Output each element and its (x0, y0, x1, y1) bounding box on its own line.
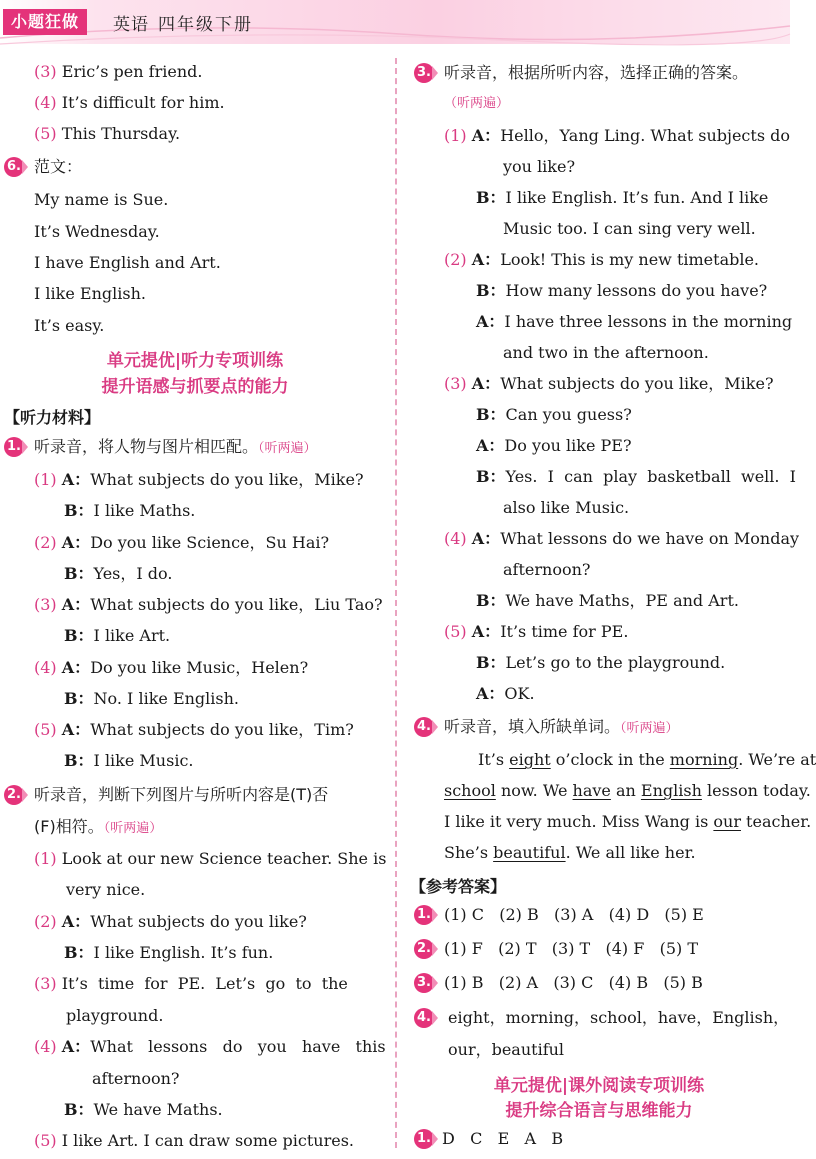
l3-item-2-a: (2) A：Look! This is my new timetable. (444, 250, 760, 269)
l1-item-5-b: B：I like Music. (64, 751, 194, 770)
column-divider (395, 58, 397, 1148)
page-header (0, 0, 790, 44)
q5-item-5: (5) This Thursday. (34, 124, 181, 143)
listening-3-title: 听录音，根据所听内容，选择正确的答案。 (444, 63, 749, 82)
l2-item-3-cont: playground. (66, 1006, 164, 1025)
listening-2-title-cont: (F)相符。（听两遍） (34, 817, 163, 836)
l2-item-4-a-cont: afternoon? (92, 1069, 180, 1088)
number-badge: 4. (414, 716, 436, 738)
l1-item-4-a: (4) A：Do you like Music，Helen? (34, 658, 309, 677)
l1-item-5-a: (5) A：What subjects do you like，Tim? (34, 720, 354, 739)
l1-item-4-b: B：No. I like English. (64, 689, 240, 708)
number-badge: 4. (414, 1007, 436, 1029)
number-badge: 3. (414, 972, 436, 994)
answer-4: eight，morning，school，have，English， (448, 1008, 790, 1027)
section-subheading-listening: 提升语感与抓要点的能力 (101, 377, 289, 397)
series-tag: 小题狂做 (3, 9, 87, 35)
l3-item-1-b-cont: Music too. I can sing very well. (503, 219, 756, 238)
answer-4-cont: our，beautiful (448, 1040, 565, 1059)
q6-line: It’s Wednesday. (34, 222, 160, 241)
l2-item-2-a: (2) A：What subjects do you like? (34, 912, 307, 931)
l3-item-1-a-cont: you like? (503, 157, 576, 176)
l1-item-3-b: B：I like Art. (64, 626, 171, 645)
l3-item-3-b: B：Can you guess? (476, 405, 632, 424)
l2-item-1: (1) Look at our new Science teacher. She is (34, 849, 387, 868)
number-badge: 2. (4, 784, 26, 806)
grade-label: 四年级下册 (158, 15, 253, 35)
listening-2-title: 听录音，判断下列图片与所听内容是(T)否 (34, 785, 329, 804)
l4-passage-line-4: She’s beautiful. We all like her. (444, 843, 696, 862)
number-badge: 1. (414, 904, 436, 926)
l3-item-5-a2: A：OK. (476, 684, 535, 703)
q6-line: I have English and Art. (34, 253, 221, 272)
l3-item-2-a2-cont: and two in the afternoon. (503, 343, 709, 362)
q6-line: I like English. (34, 284, 146, 303)
l4-passage-line-1: It’s eight o’clock in the morning. We’re at (478, 750, 816, 769)
l2-item-4-b: B：We have Maths. (64, 1100, 223, 1119)
materials-label: 【听力材料】 (4, 408, 101, 427)
l3-item-2-a2: A：I have three lessons in the morning (476, 312, 793, 331)
l2-item-3: (3) It’s time for PE. Let’s go to the (34, 974, 348, 993)
listening-4-title: 听录音，填入所缺单词。（听两遍） (444, 717, 679, 736)
reading-answer-1: D C E A B (442, 1129, 564, 1148)
answer-1: (1) C (2) B (3) A (4) D (5) E (444, 905, 704, 924)
number-badge: 3. (414, 62, 436, 84)
number-badge: 2. (414, 938, 436, 960)
l2-item-4-a: (4) A：What lessons do you have this (34, 1037, 386, 1056)
l3-item-3-b2: B：Yes. I can play basketball well. I (476, 467, 796, 486)
number-badge: 1. (414, 1128, 436, 1150)
l1-item-1-a: (1) A：What subjects do you like，Mike? (34, 470, 364, 489)
l3-item-4-a-cont: afternoon? (503, 560, 591, 579)
l3-item-5-a: (5) A：It’s time for PE. (444, 622, 629, 641)
l2-item-5: (5) I like Art. I can draw some pictures. (34, 1131, 355, 1150)
answer-3: (1) B (2) A (3) C (4) B (5) B (444, 973, 703, 992)
l3-item-2-b: B：How many lessons do you have? (476, 281, 768, 300)
l1-item-2-a: (2) A：Do you like Science，Su Hai? (34, 533, 330, 552)
listening-3-note: （听两遍） (444, 96, 510, 111)
answers-label: 【参考答案】 (410, 877, 507, 896)
q5-item-3: (3) Eric’s pen friend. (34, 62, 203, 81)
l1-item-3-a: (3) A：What subjects do you like，Liu Tao? (34, 595, 383, 614)
l3-item-4-a: (4) A：What lessons do we have on Monday (444, 529, 800, 548)
number-badge: 6. (4, 156, 26, 178)
l3-item-3-a2: A：Do you like PE? (476, 436, 632, 455)
section-heading-reading: 单元提优|课外阅读专项训练 (493, 1076, 705, 1096)
l1-item-1-b: B：I like Maths. (64, 501, 196, 520)
l3-item-4-b: B：We have Maths，PE and Art. (476, 591, 739, 610)
l3-item-3-b2-cont: also like Music. (503, 498, 630, 517)
section-subheading-reading: 提升综合语言与思维能力 (505, 1101, 693, 1121)
q6-title: 范文： (34, 157, 83, 176)
l3-item-5-b: B：Let’s go to the playground. (476, 653, 726, 672)
l2-item-2-b: B：I like English. It’s fun. (64, 943, 274, 962)
l3-item-3-a: (3) A：What subjects do you like，Mike? (444, 374, 774, 393)
l1-item-2-b: B：Yes，I do. (64, 564, 173, 583)
q6-line: It’s easy. (34, 316, 105, 335)
l4-passage-line-2: school now. We have an English lesson today. (444, 781, 811, 800)
number-badge: 1. (4, 436, 26, 458)
q5-item-4: (4) It’s difficult for him. (34, 93, 225, 112)
answer-2: (1) F (2) T (3) T (4) F (5) T (444, 939, 698, 958)
l4-passage-line-3: I like it very much. Miss Wang is our teacher. (444, 812, 812, 831)
section-heading-listening: 单元提优|听力专项训练 (106, 351, 284, 371)
l2-item-1-cont: very nice. (66, 880, 146, 899)
listening-1-title: 听录音，将人物与图片相匹配。（听两遍） (34, 437, 317, 456)
q6-line: My name is Sue. (34, 190, 169, 209)
l3-item-1-a: (1) A：Hello，Yang Ling. What subjects do (444, 126, 790, 145)
l3-item-1-b: B：I like English. It’s fun. And I like (476, 188, 769, 207)
subject-label: 英语 (113, 15, 149, 35)
